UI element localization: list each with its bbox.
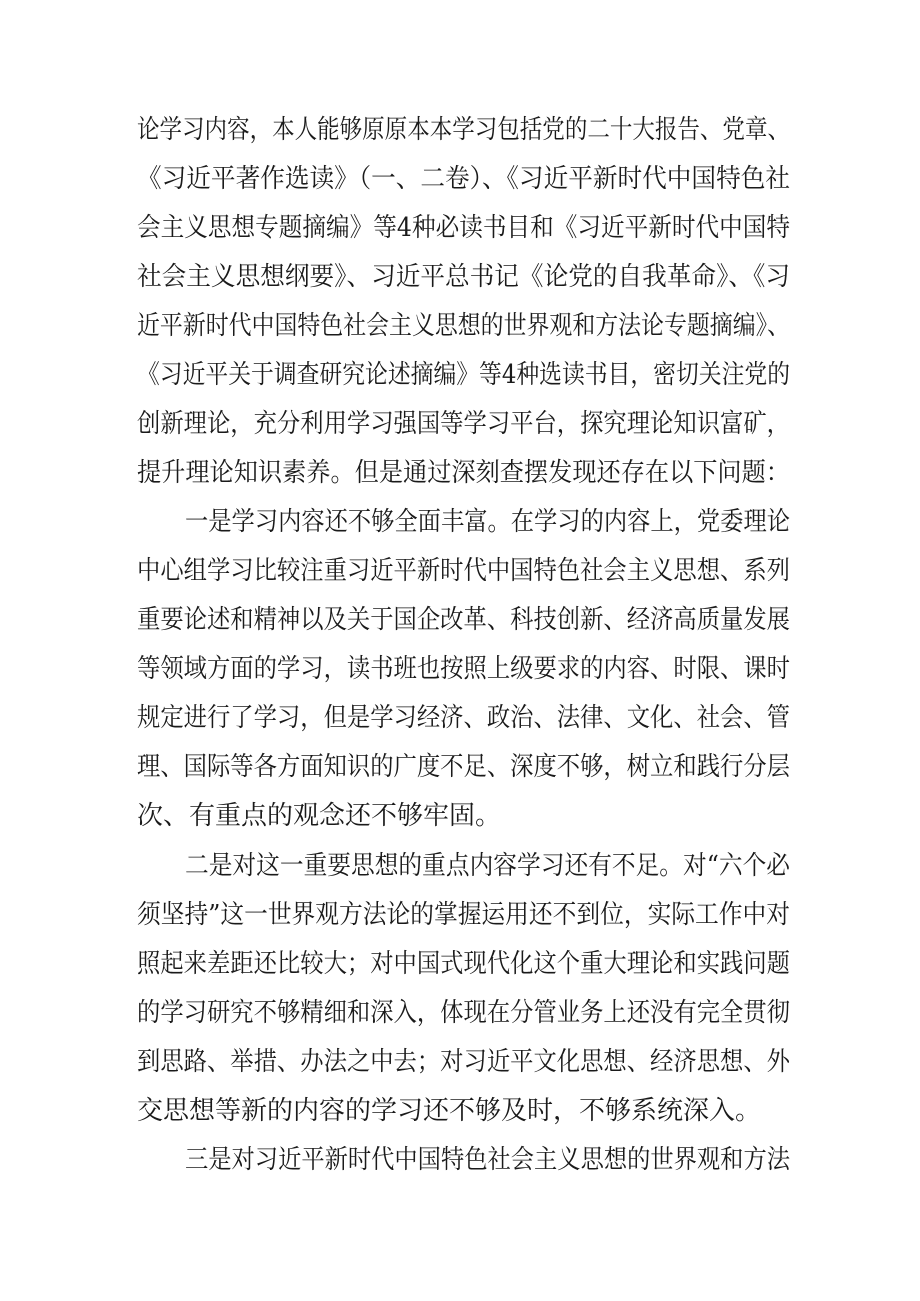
- text-line: 交思想等新的内容的学习还不够及时，不够系统深入。: [137, 1096, 762, 1126]
- text-line: 重要论述和精神以及关于国企改革、科技创新、经济高质量发展: [137, 605, 790, 635]
- text-line: 理、国际等各方面知识的广度不足、深度不够，树立和践行分层: [137, 752, 790, 782]
- text-line: 次、有重点的观念还不够牢固。: [137, 801, 502, 831]
- text-line: 照起来差距还比较大；对中国式现代化这个重大理论和实践问题: [137, 949, 790, 979]
- text-line: 《习近平著作选读》（一、二卷）、《习近平新时代中国特色社: [137, 164, 790, 194]
- text-line: 提升理论知识素养。但是通过深刻查摆发现还存在以下问题：: [137, 458, 790, 488]
- text-line: 等领域方面的学习，读书班也按照上级要求的内容、时限、课时: [137, 654, 790, 684]
- paragraph-start: 一是学习内容还不够全面丰富。在学习的内容上，党委理论: [185, 507, 790, 537]
- text-line: 《习近平关于调查研究论述摘编》等4种选读书目，密切关注党的: [137, 360, 790, 390]
- text-line: 社会主义思想纲要》、习近平总书记《论党的自我革命》、《习: [137, 262, 790, 292]
- text-line: 须坚持”这一世界观方法论的掌握运用还不到位，实际工作中对: [137, 900, 790, 930]
- paragraph-start: 三是对习近平新时代中国特色社会主义思想的世界观和方法: [185, 1145, 790, 1175]
- text-line: 中心组学习比较注重习近平新时代中国特色社会主义思想、系列: [137, 556, 790, 586]
- text-line: 到思路、举措、办法之中去；对习近平文化思想、经济思想、外: [137, 1047, 790, 1077]
- text-line: 近平新时代中国特色社会主义思想的世界观和方法论专题摘编》、: [137, 311, 790, 341]
- text-line: 创新理论，充分利用学习强国等学习平台，探究理论知识富矿，: [137, 409, 790, 439]
- paragraph-start: 二是对这一重要思想的重点内容学习还有不足。对“六个必: [185, 851, 790, 881]
- text-line: 论学习内容，本人能够原原本本学习包括党的二十大报告、党章、: [137, 115, 790, 145]
- text-line: 规定进行了学习，但是学习经济、政治、法律、文化、社会、管: [137, 703, 790, 733]
- text-line: 的学习研究不够精细和深入，体现在分管业务上还没有完全贯彻: [137, 998, 790, 1028]
- text-line: 会主义思想专题摘编》等4种必读书目和《习近平新时代中国特: [137, 213, 790, 243]
